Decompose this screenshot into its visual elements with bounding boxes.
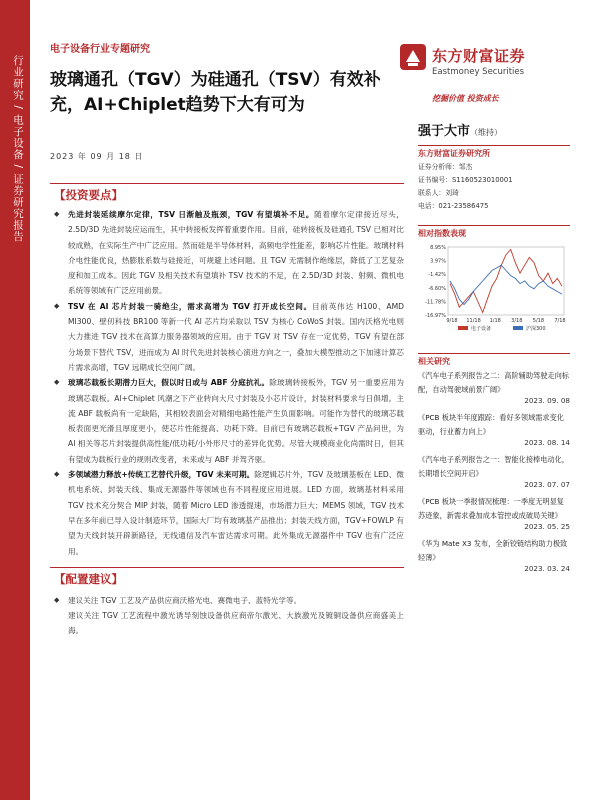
rating-value: 强于大市 <box>418 124 471 139</box>
diamond-bullet-icon: ◆ <box>54 301 60 310</box>
key-points-heading: 【投资要点】 <box>50 183 404 205</box>
cert-line <box>418 174 570 187</box>
rating <box>418 120 570 139</box>
key-point-1-lead: 先进封装延续摩尔定律，TSV 日渐触及瓶颈，TGV 有望填补不足。 <box>68 210 315 219</box>
key-point-3-lead: 玻璃芯载板长期潜力巨大，假以时日或与 ABF 分庭抗礼。 <box>68 378 270 388</box>
chart-legend-swatch <box>458 326 468 330</box>
chart-frame <box>448 247 564 315</box>
report-date: 2023 年 09 月 18 日 <box>50 152 144 161</box>
report-category: 电子设备行业专题研究 <box>50 44 150 55</box>
rating-note: （维持） <box>470 128 503 137</box>
key-point-3 <box>50 375 404 467</box>
logo-slogan: 挖掘价值 投资成长 <box>432 94 499 103</box>
chart-heading: 相对指数表现 <box>418 225 570 241</box>
chart-legend-label: 电子设备 <box>471 326 492 332</box>
phone-line <box>418 200 570 213</box>
key-point-4 <box>50 467 404 559</box>
logo-name-en: Eastmoney Securities <box>432 67 525 77</box>
key-point-1-body: 随着摩尔定律接近尽头，2.5D/3D 先进封装应运而生，其中转接板发挥着重要作用。目前，硅转接板及硅通孔 TSV 已相对比较成熟，在实际生产中广泛应用。然而硅是半导体材料，高频电学性能差，影响芯片性能。玻璃材料介电性能优良，热膨胀系数与硅接近，可规避上述问题。且 TGV 无需制作绝缘层，降低了工艺复杂度和加工成本。因此 TGV 及相关技术有望填补 TSV 技术的不足，在 2.5D/3D 封装、射频、微机电系统等领域有广泛应用前景。 <box>68 210 404 296</box>
sidebar-report-type: 行业研究 / 电子设备 / 证券研究报告 <box>12 55 24 243</box>
key-point-2-lead: TSV 在 AI 芯片封装一骑绝尘，需求高增为 TGV 打开成长空间。 <box>68 301 312 311</box>
analyst-name: 邹杰 <box>458 163 473 171</box>
contact-label: 联系人： <box>418 189 446 197</box>
chart-x-tick-label: 5/18 <box>532 318 545 324</box>
analyst-label: 证券分析师： <box>418 163 459 171</box>
logo-name-cn: 东方财富证券 <box>432 47 526 65</box>
main-panel <box>50 183 404 639</box>
chart-x-tick-label: 3/18 <box>511 318 523 324</box>
institute-heading: 东方财富证券研究所 <box>418 145 570 161</box>
research-item-date: 2023. 08. 14 <box>524 438 570 447</box>
research-item-title[interactable]: 《PCB 板块半年度跟踪：看好多领域需求变化驱动，行业蓄力向上》 <box>418 413 564 436</box>
research-item-date: 2023. 09. 08 <box>524 396 570 405</box>
chart-y-tick-label: -6.60% <box>428 285 446 292</box>
chart-legend-swatch <box>513 326 523 330</box>
suggestion-heading: 【配置建议】 <box>50 567 404 589</box>
phone-label: 电话： <box>418 202 439 210</box>
chart-legend-label: 沪深300 <box>526 326 546 332</box>
research-heading: 相关研究 <box>418 353 570 369</box>
contact-name: 刘琦 <box>445 189 459 197</box>
suggestion-item <box>50 593 404 639</box>
chart-y-tick-label: -16.97% <box>425 313 446 319</box>
relative-index-chart <box>418 241 568 337</box>
chart-y-tick-label: 8.95% <box>430 245 446 251</box>
report-title: 玻璃通孔（TGV）为硅通孔（TSV）有效补充，AI+Chiplet趋势下大有可为 <box>50 70 381 115</box>
research-item-date: 2023. 07. 07 <box>524 480 570 489</box>
research-item-title[interactable]: 《汽车电子系列报告之二：高阶辅助驾驶走向标配，自动驾驶域前景广阔》 <box>418 371 569 394</box>
research-list <box>418 369 570 573</box>
company-logo <box>396 42 561 92</box>
key-point-4-lead: 多领域潜力释放+传统工艺替代升级，TGV 未来可期。 <box>68 470 255 480</box>
diamond-bullet-icon: ◆ <box>54 595 60 604</box>
chart-x-tick-label: 9/18 <box>446 318 458 324</box>
left-color-bar <box>0 0 30 800</box>
key-point-4-body: 除逻辑芯片外，TGV 及玻璃基板在 LED、微机电系统、封装天线、集成无源器件等领域也有不同程度应用进展。LED 方面，玻璃基材料采用 TGV 技术充分契合 MIP 封装，随着 Micro LED 渗透提速，市场潜力巨大；MEMS 领域，TGV 技术早在多年前已导入设计制造环节，国际大厂均有玻璃基产品推出；封装天线方面，TGV+FOWLP 有望为天线封装开辟新路径，无线通信及汽车雷达需求可期。此外集成无源器件中 TGV 也有广泛应用。 <box>68 470 405 556</box>
cert-number: S1160523010001 <box>451 176 513 184</box>
phone-number: 021-23586475 <box>438 202 489 210</box>
research-item-title[interactable]: 《华为 Mate X3 发布，全新铰链结构助力极致轻薄》 <box>418 539 568 562</box>
key-point-2 <box>50 299 404 375</box>
side-panel <box>418 120 570 579</box>
key-point-1 <box>50 207 404 299</box>
contact-line <box>418 187 570 200</box>
research-item-date: 2023. 03. 24 <box>524 564 570 573</box>
logo-mark-icon <box>398 42 428 72</box>
chart-x-tick-label: 7/18 <box>554 318 566 324</box>
chart-y-tick-label: 3.97% <box>430 258 446 265</box>
analyst-line <box>418 161 570 174</box>
key-point-3-body: 除玻璃转接板外，TGV 另一重要应用为玻璃芯载板。Al+Chiplet 风潮之下产业转向大尺寸封装及小芯片设计，封装材料要求与日俱增。主流 ABF 载板尚有一定缺陷，其相较表面会对精细电路性能产生负面影响。可能作为替代的玻璃芯载板表面更光滑且厚度更小，使芯片性能提高、功耗下降。目前已有玻璃芯载板+TGV 产品问世，为 AI 相关等芯片封装提供高性能/低功耗/小外形尺寸的差异化优势。尽管大规模商业化尚需时日，但其有望成为载板行业的规则改变者，未来或与 ABF 并驾齐驱。 <box>68 378 404 464</box>
diamond-bullet-icon: ◆ <box>54 470 60 479</box>
suggestion-line-1: 建议关注 TGV 工艺及产品供应商沃格光电、赛微电子、蓝特光学等。 <box>68 595 302 605</box>
chart-y-tick-label: -1.42% <box>428 272 446 279</box>
diamond-bullet-icon: ◆ <box>54 210 60 218</box>
suggestion-line-2: 建议关注 TGV 工艺流程中激光诱导刻蚀设备供应商帝尔激光、大族激光及镀铜设备供应商盛美上海。 <box>68 611 404 636</box>
chart-x-tick-label: 11/18 <box>466 318 481 324</box>
chart-y-tick-label: -11.78% <box>425 299 446 306</box>
diamond-bullet-icon: ◆ <box>54 378 60 387</box>
cert-label: 证书编号： <box>418 176 452 184</box>
chart-x-tick-label: 1/18 <box>489 318 501 324</box>
chart-series-line-1 <box>450 250 562 313</box>
research-item-date: 2023. 05. 25 <box>524 522 570 531</box>
research-item-title[interactable]: 《PCB 板块一季报情况梳理：一季度无明显复苏迹象，新需求叠加成本管控或成破局关键》 <box>418 497 564 520</box>
research-item-title[interactable]: 《汽车电子系列报告之一：智能化接棒电动化，长期增长空间开启》 <box>418 455 569 478</box>
key-point-2-body: 目前英伟达 H100、AMD MI300、壁仞科技 BR100 等新一代 AI 芯片均采取以 TSV 为核心 CoWoS 封装。国内沃格光电则大力推进 TGV 技术在高算力服务器领域的应用。由于 TGV 对 TSV 存在一定优势，TGV 有望在部分场景下替代 TSV，进而成为 AI 时代先进封装核心演进方向之一，叠加大模型推动之下加速计算芯片需求高增，TGV 远期成长空间广阔。 <box>68 301 404 372</box>
